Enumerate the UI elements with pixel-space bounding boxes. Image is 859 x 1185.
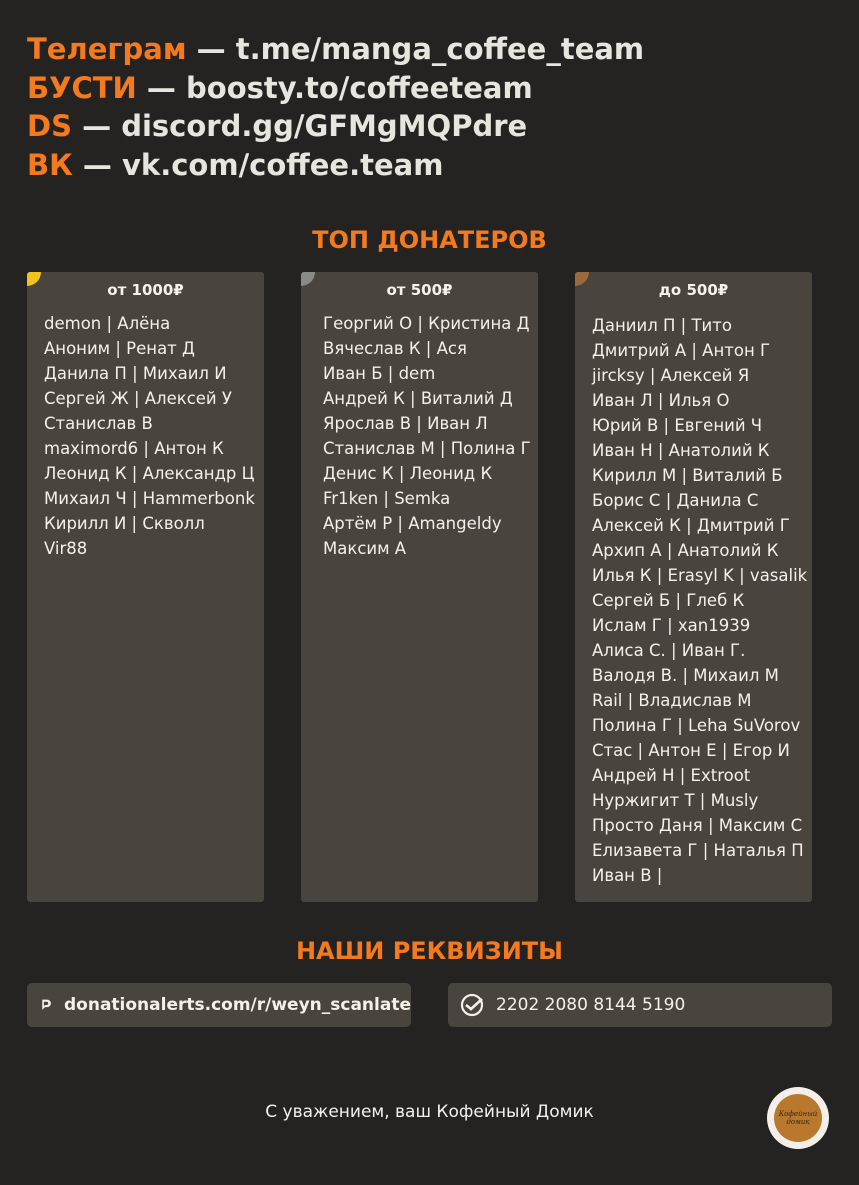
- donator-row: Ярослав В | Иван Л: [323, 414, 488, 433]
- donator-row: Vir88: [44, 539, 88, 558]
- donationalerts-icon: [39, 993, 52, 1017]
- donator-row: Станислав В: [44, 414, 153, 433]
- link-vk[interactable]: [27, 146, 644, 185]
- link-url[interactable]: boosty.to/coffeeteam: [186, 70, 533, 105]
- donationalerts-link[interactable]: [27, 983, 411, 1027]
- link-separator: —: [82, 109, 112, 143]
- link-separator: —: [196, 32, 226, 66]
- donator-row: Данила П | Михаил И: [44, 364, 227, 383]
- donator-row: Михаил Ч | Hammerbonk: [44, 489, 255, 508]
- link-label: DS: [27, 109, 72, 143]
- top-donators-title: ТОП ДОНАТЕРОВ: [312, 226, 547, 254]
- donator-row: Стас | Антон Е | Егор И: [592, 741, 790, 760]
- donator-row: Fr1ken | Semka: [323, 489, 451, 508]
- donator-row: Иван Н | Анатолий К: [592, 441, 770, 460]
- donator-row: Иван Л | Илья О: [592, 391, 730, 410]
- donator-list: [323, 311, 538, 561]
- donator-row: Юрий В | Евгений Ч: [592, 416, 763, 435]
- donator-row: Ислам Г | xan1939: [592, 616, 751, 635]
- link-label: ВК: [27, 147, 73, 182]
- donator-row: Полина Г | Leha SuVorov: [592, 716, 801, 735]
- link-separator: —: [146, 70, 176, 105]
- donator-row: Алексей К | Дмитрий Г: [592, 516, 790, 535]
- link-label: БУСТИ: [27, 70, 137, 105]
- donator-row: Елизавета Г | Наталья П: [592, 841, 804, 860]
- donator-row: Иван Б | dem: [323, 364, 436, 383]
- donator-row: Алиса С. | Иван Г.: [592, 641, 746, 660]
- donator-row: Аноним | Ренат Д: [44, 339, 195, 358]
- donator-row: jircksy | Алексей Я: [592, 366, 750, 385]
- logo-text-line: домик: [786, 1118, 810, 1126]
- donator-row: Просто Даня | Максим С: [592, 816, 803, 835]
- sberbank-card[interactable]: [448, 983, 832, 1027]
- requisites-title: НАШИ РЕКВИЗИТЫ: [295, 937, 564, 965]
- donator-row: Кирилл И | Скволл: [44, 514, 205, 533]
- coffee-house-logo: [767, 1087, 829, 1149]
- donator-row: Дмитрий А | Антон Г: [592, 341, 771, 360]
- donator-row: Станислав М | Полина Г: [323, 439, 531, 458]
- donator-list: [592, 313, 812, 888]
- donator-row: Вячеслав К | Ася: [323, 339, 467, 358]
- donator-row: Артём Р | Amangeldy: [323, 514, 502, 533]
- donator-row: Денис К | Леонид К: [323, 464, 493, 483]
- tier-panel-1000: [27, 272, 264, 902]
- donator-row: Максим А: [323, 539, 407, 558]
- donator-row: Георгий О | Кристина Д: [323, 314, 530, 333]
- tier-panel-under-500: [575, 272, 812, 902]
- donator-row: Андрей Н | Extroot: [592, 766, 751, 785]
- donator-row: Иван В |: [592, 866, 663, 885]
- logo-text-line: Кофейный: [778, 1110, 818, 1118]
- donator-row: Борис С | Данила С: [592, 491, 759, 510]
- footer-text: С уважением, ваш Кофейный Домик: [265, 1102, 594, 1122]
- tier-panel-500: [301, 272, 538, 902]
- donator-row: Сергей Ж | Алексей У: [44, 389, 232, 408]
- donator-row: maximord6 | Антон К: [44, 439, 224, 458]
- donator-row: Нуржигит Т | Musly: [592, 791, 759, 810]
- tier-title: от 500₽: [386, 281, 453, 299]
- card-number[interactable]: 2202 2080 8144 5190: [496, 995, 686, 1015]
- link-boosty[interactable]: [27, 69, 644, 108]
- donator-row: Леонид К | Александр Ц: [44, 464, 255, 483]
- donator-row: Кирилл М | Виталий Б: [592, 466, 783, 485]
- tier-title: от 1000₽: [107, 281, 184, 299]
- link-url[interactable]: vk.com/coffee.team: [122, 147, 444, 182]
- donator-row: Rail | Владислав М: [592, 691, 752, 710]
- donator-row: Архип А | Анатолий К: [592, 541, 779, 560]
- link-url[interactable]: discord.gg/GFMgMQPdre: [121, 109, 528, 143]
- donationalerts-url[interactable]: donationalerts.com/r/weyn_scanlate: [64, 995, 411, 1015]
- donator-row: Андрей К | Виталий Д: [323, 389, 513, 408]
- donator-row: Сергей Б | Глеб К: [592, 591, 745, 610]
- tier-title: до 500₽: [658, 281, 729, 299]
- link-separator: —: [82, 147, 112, 182]
- link-url[interactable]: t.me/manga_coffee_team: [235, 32, 645, 66]
- link-discord[interactable]: [27, 107, 644, 146]
- link-telegram[interactable]: [27, 30, 644, 69]
- donator-list: [44, 311, 264, 561]
- donator-row: demon | Алёна: [44, 314, 171, 333]
- links-block: [27, 30, 644, 184]
- donator-row: Илья К | Erasyl K | vasalik: [592, 566, 808, 585]
- link-label: Телеграм: [27, 32, 187, 66]
- donator-row: Валодя В. | Михаил М: [592, 666, 779, 685]
- sberbank-icon: [460, 993, 484, 1017]
- donator-row: Даниил П | Тито: [592, 316, 732, 335]
